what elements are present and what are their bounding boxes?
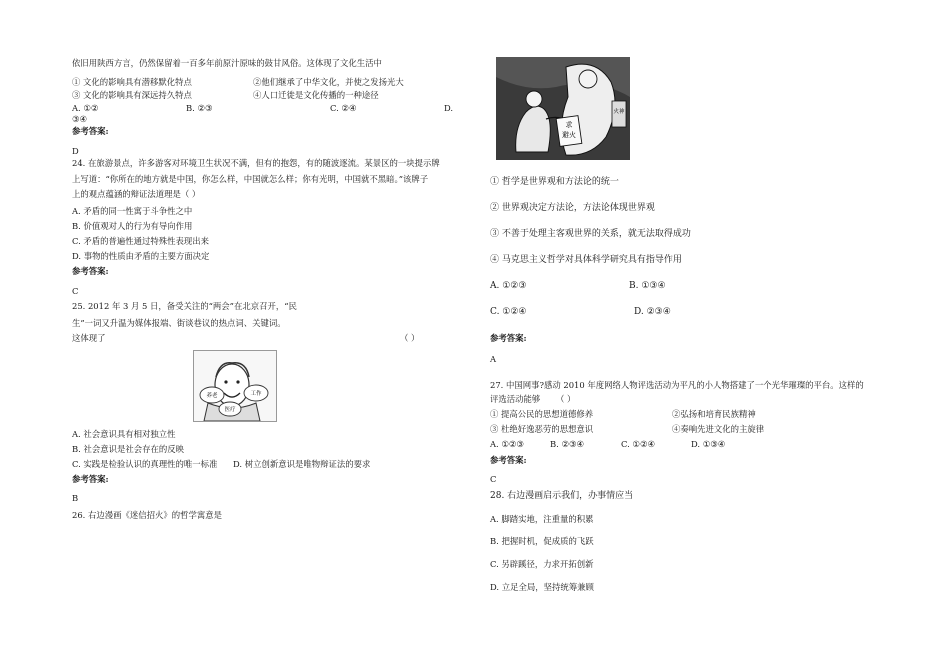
q25-option-a: A. 社会意识具有相对独立性: [72, 429, 176, 439]
q26-cartoon-label-1: 求: [565, 121, 573, 129]
q26-option-1: ① 哲学是世界观和方法论的统一: [490, 177, 619, 187]
q23-choice-c: C. ②④: [330, 103, 357, 113]
q23-option-1: ① 文化的影响具有潜移默化特点: [72, 77, 192, 87]
q23-option-2: ②他们继承了中华文化，并使之发扬光大: [253, 77, 404, 87]
q23-stem-tail: 依旧用陕西方言，仍然保留着一百多年前原汁原味的鼓甘风俗。这体现了文化生活中: [72, 58, 382, 68]
q23-option-3: ③ 文化的影响具有深远持久特点: [72, 90, 192, 100]
q27-line-1: 27. 中国网事?感动 2010 年度网络人物评选活动为平凡的小人物搭建了一个光华璀璨的平台。这样的: [490, 380, 864, 390]
q25-line-1: 25. 2012 年 3 月 5 日，备受关注的“两会”在北京召开，“民: [72, 301, 297, 311]
q25-option-b: B. 社会意识是社会存在的反映: [72, 444, 184, 454]
q24-line-2: 上写道：“你所在的地方就是中国，你怎么样，中国就怎么样；你有光明，中国就不黑暗。”该牌子: [72, 174, 429, 184]
q26-cartoon-drawing: [496, 57, 630, 160]
q28-option-d: D. 立足全局，坚持统筹兼顾: [490, 582, 594, 592]
q24-line-1: 24. 在旅游景点，许多游客对环境卫生状况不满，但有的抱怨，有的随波逐流。某景区的一块提示牌: [72, 158, 440, 168]
q24-answer: C: [72, 286, 79, 296]
q26-choice-b: B. ①③④: [629, 281, 666, 291]
q24-option-b: B. 价值观对人的行为有导向作用: [72, 221, 193, 231]
q24-option-c: C. 矛盾的普遍性通过特殊性表现出来: [72, 236, 210, 246]
q25-paren: （ ）: [400, 333, 420, 343]
q27-answer-label: 参考答案:: [490, 455, 527, 465]
q23-option-4: ④人口迁徙是文化传播的一种途径: [253, 90, 379, 100]
q27-option-4: ④奏响先进文化的主旋律: [672, 424, 765, 434]
q26-choice-a: A. ①②③: [490, 281, 527, 291]
q24-answer-label: 参考答案:: [72, 266, 109, 276]
q24-option-a: A. 矛盾的同一性寓于斗争性之中: [72, 206, 193, 216]
q23-choice-a: A. ①②: [72, 103, 99, 113]
q27-option-2: ②弘扬和培育民族精神: [672, 409, 756, 419]
q26-cartoon-image: [496, 57, 630, 160]
q26-answer-label: 参考答案:: [490, 333, 527, 343]
q26-answer: A: [490, 354, 497, 364]
q26-cartoon-label-2: 避火: [562, 131, 576, 139]
q25-option-c: C. 实践是检验认识的真理性的唯一标准: [72, 459, 218, 469]
q26-choice-d: D. ②③④: [634, 307, 671, 317]
q27-choice-a: A. ①②③: [490, 439, 524, 449]
q25-answer: B: [72, 493, 79, 503]
q24-option-d: D. 事物的性质由矛盾的主要方面决定: [72, 251, 210, 261]
q24-line-3: 上的观点蕴涵的辩证法道理是（ ）: [72, 189, 201, 199]
q26-option-2: ② 世界观决定方法论，方法论体现世界观: [490, 203, 655, 213]
q25-bubble-medical: 医疗: [224, 407, 236, 413]
q25-cartoon-drawing: [194, 351, 276, 421]
q25-line-3: 这体现了: [72, 333, 106, 343]
q27-answer: C: [490, 474, 497, 484]
q27-choice-b: B. ②③④: [550, 439, 585, 449]
q25-line-2: 生”一词又升温为媒体报端、街谈巷议的热点词、关键词。: [72, 318, 286, 328]
q28-stem: 28. 右边漫画启示我们，办事情应当: [490, 491, 634, 501]
q26-choice-c: C. ①②④: [490, 307, 527, 317]
q25-bubble-work: 工作: [250, 391, 262, 397]
q23-choice-d-cont: ③④: [72, 114, 88, 124]
q26-stem: 26. 右边漫画《迷信招火》的哲学寓意是: [72, 510, 222, 520]
q23-answer: D: [72, 146, 79, 156]
q26-option-4: ④ 马克思主义哲学对具体科学研究具有指导作用: [490, 255, 682, 265]
q27-choice-c: C. ①②④: [621, 439, 655, 449]
q25-option-d: D. 树立创新意识是唯物辩证法的要求: [233, 459, 371, 469]
q28-option-c: C. 另辟蹊径，力求开拓创新: [490, 559, 594, 569]
q27-option-1: ① 提高公民的思想道德修养: [490, 409, 594, 419]
q27-line-2: 评选活动能够: [490, 394, 541, 404]
q25-bubble-pension: 养老: [206, 393, 218, 399]
q23-choice-b: B. ②③: [186, 103, 213, 113]
q27-paren: （ ）: [556, 394, 576, 404]
q28-option-a: A. 脚踏实地，注重量的积累: [490, 514, 594, 524]
q26-cartoon-sign: 火神: [613, 109, 625, 115]
q25-answer-label: 参考答案:: [72, 474, 109, 484]
q28-option-b: B. 把握时机，促成质的飞跃: [490, 536, 594, 546]
q27-option-3: ③ 杜绝好逸恶劳的思想意识: [490, 424, 594, 434]
q25-cartoon-image: [193, 350, 277, 422]
q23-answer-label: 参考答案:: [72, 126, 109, 136]
q23-choice-d: D.: [444, 103, 454, 113]
q26-option-3: ③ 不善于处理主客观世界的关系，就无法取得成功: [490, 229, 691, 239]
q27-choice-d: D. ①③④: [691, 439, 726, 449]
